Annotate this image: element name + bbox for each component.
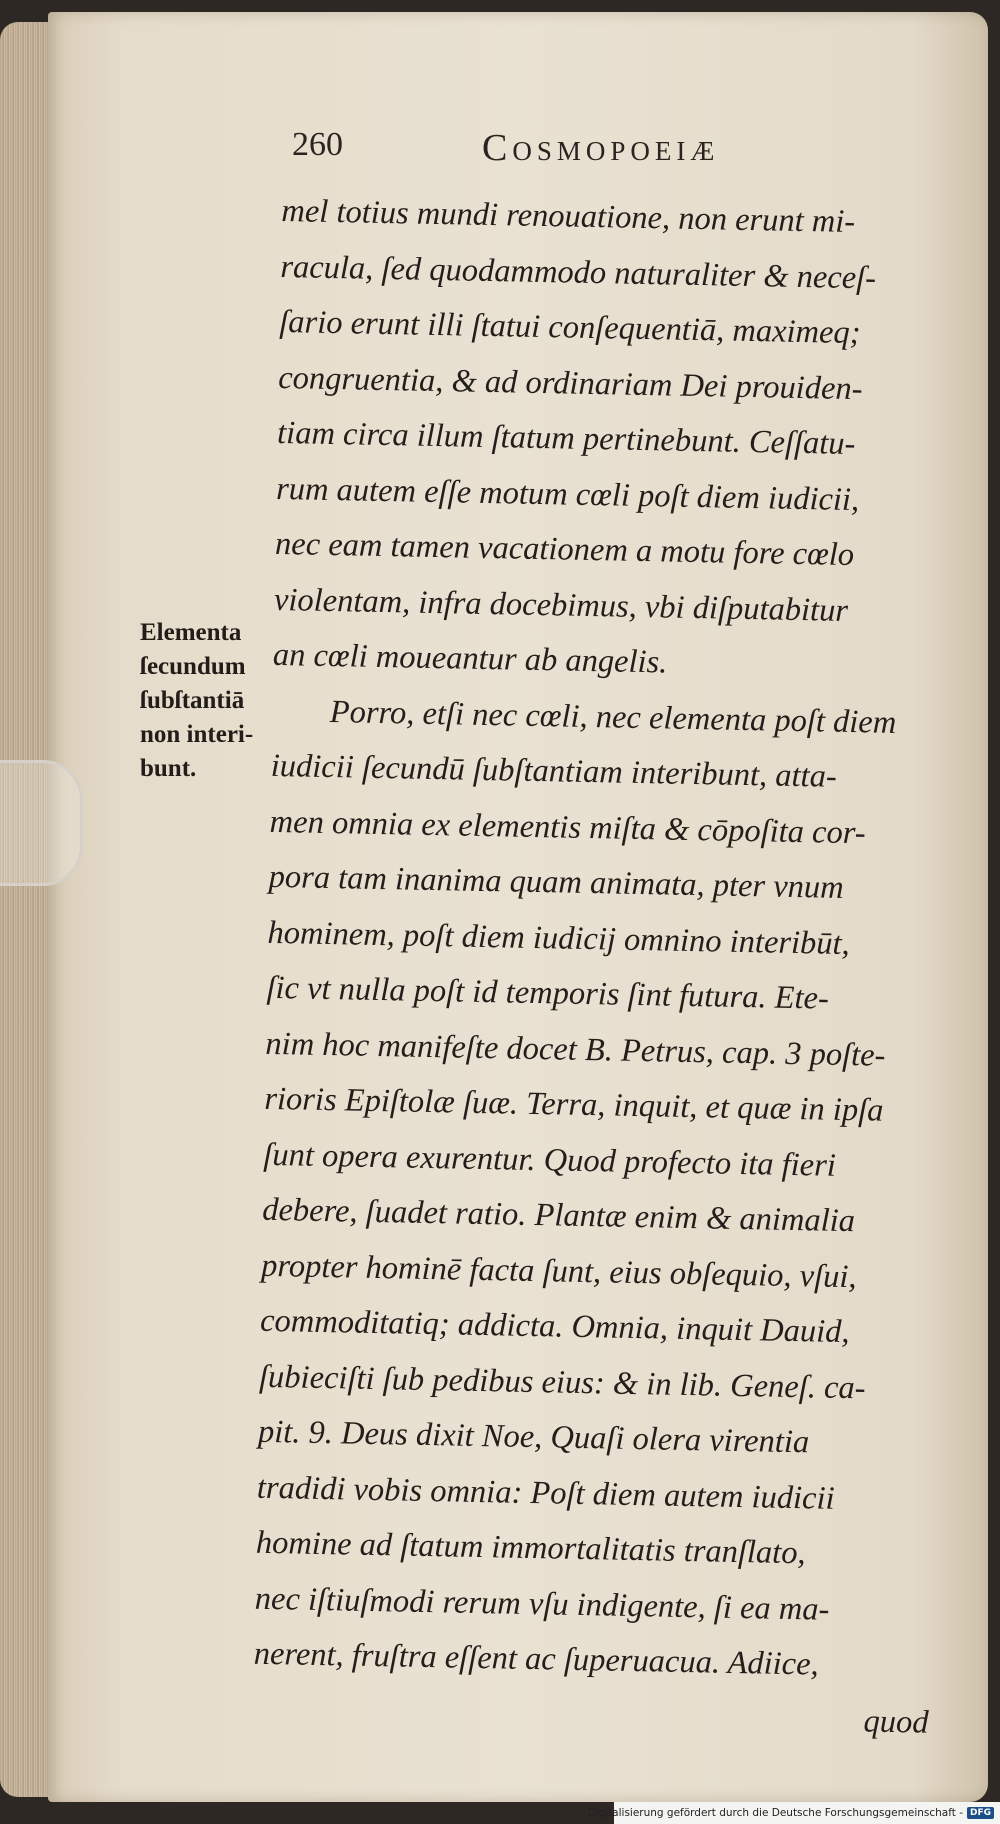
text-line: tradidi vobis omnia: Poſt diem autem iudicii [256, 1469, 835, 1517]
text-line: ſario erunt illi ſtatui conſequentiā, maximeq; [279, 303, 861, 352]
body-text [252, 184, 964, 1751]
text-line: ſubieciſti ſub pedibus eius: & in lib. Geneſ. ca- [258, 1358, 866, 1406]
text-line: congruentia, & ad ordinariam Dei prouiden- [277, 359, 863, 407]
footer-credit: Digitalisierung gefördert durch die Deutsche Forschungsgemeinschaft - [587, 1807, 963, 1819]
text-line: rum autem eſſe motum cœli poſt diem iudicii, [275, 470, 860, 518]
text-line: commoditatiq; addicta. Omnia, inquit Dauid, [259, 1302, 850, 1351]
text-line: nec eam tamen vacationem a motu fore cœlo [274, 525, 855, 574]
running-title: Cosmopoeiæ [482, 127, 720, 169]
text-line: an cœli moueantur ab angelis. [272, 636, 668, 681]
page-header [292, 126, 892, 176]
text-line: homine ad ſtatum immortalitatis tranſlato, [255, 1524, 806, 1572]
text-line: nerent, fruſtra eſſent ac ſuperuacua. Adiice, [253, 1635, 820, 1683]
digitization-footer [587, 1802, 1000, 1824]
text-line: pit. 9. Deus dixit Noe, Quaſi olera virentia [257, 1413, 810, 1461]
text-line: men omnia ex elementis miſta & cōpoſita cor- [269, 803, 866, 851]
text-line: pora tam inanima quam animata, pter vnum [268, 858, 844, 906]
text-line-paragraph-start: Porro, etſi nec cœli, nec elementa poſt diem [329, 693, 897, 741]
dfg-logo: DFG [967, 1807, 994, 1819]
margin-note-line: ſecundum [140, 653, 246, 680]
text-line: propter hominē facta ſunt, eius obſequio, vſui, [260, 1247, 857, 1295]
text-line: iudicii ſecundū ſubſtantiam interibunt, atta- [270, 747, 838, 795]
catchword: quod [863, 1702, 929, 1741]
margin-note-line: non interi- [140, 721, 254, 748]
margin-note-line: Elementa [140, 619, 242, 646]
text-line: nec iſtiuſmodi rerum vſu indigente, ſi ea ma- [254, 1580, 830, 1628]
text-line: rioris Epiſtolæ ſuæ. Terra, inquit, et quæ in ipſa [264, 1080, 884, 1129]
margin-note-line: ſubſtantiā [140, 687, 245, 714]
text-line: debere, ſuadet ratio. Plantæ enim & animalia [261, 1191, 856, 1240]
text-line: nim hoc manifeſte docet B. Petrus, cap. 3 poſte- [265, 1025, 886, 1074]
text-line: mel totius mundi renouatione, non erunt mi- [281, 192, 856, 241]
text-line: ſic vt nulla poſt id temporis ſint futura. Ete- [266, 969, 830, 1017]
text-line: racula, ſed quodammodo naturaliter & neceſ- [280, 248, 877, 296]
text-line: tiam circa illum ſtatum pertinebunt. Ceſſatu- [276, 414, 856, 463]
page-tab-marker [0, 760, 83, 886]
margin-note-line: bunt. [140, 755, 197, 782]
margin-note [140, 616, 280, 786]
text-line: violentam, infra docebimus, vbi diſputabitur [273, 581, 849, 629]
text-line: ſunt opera exurentur. Quod profecto ita fieri [263, 1136, 837, 1184]
page-number: 260 [292, 126, 343, 163]
text-line: hominem, poſt diem iudicij omnino interibūt, [267, 914, 851, 962]
